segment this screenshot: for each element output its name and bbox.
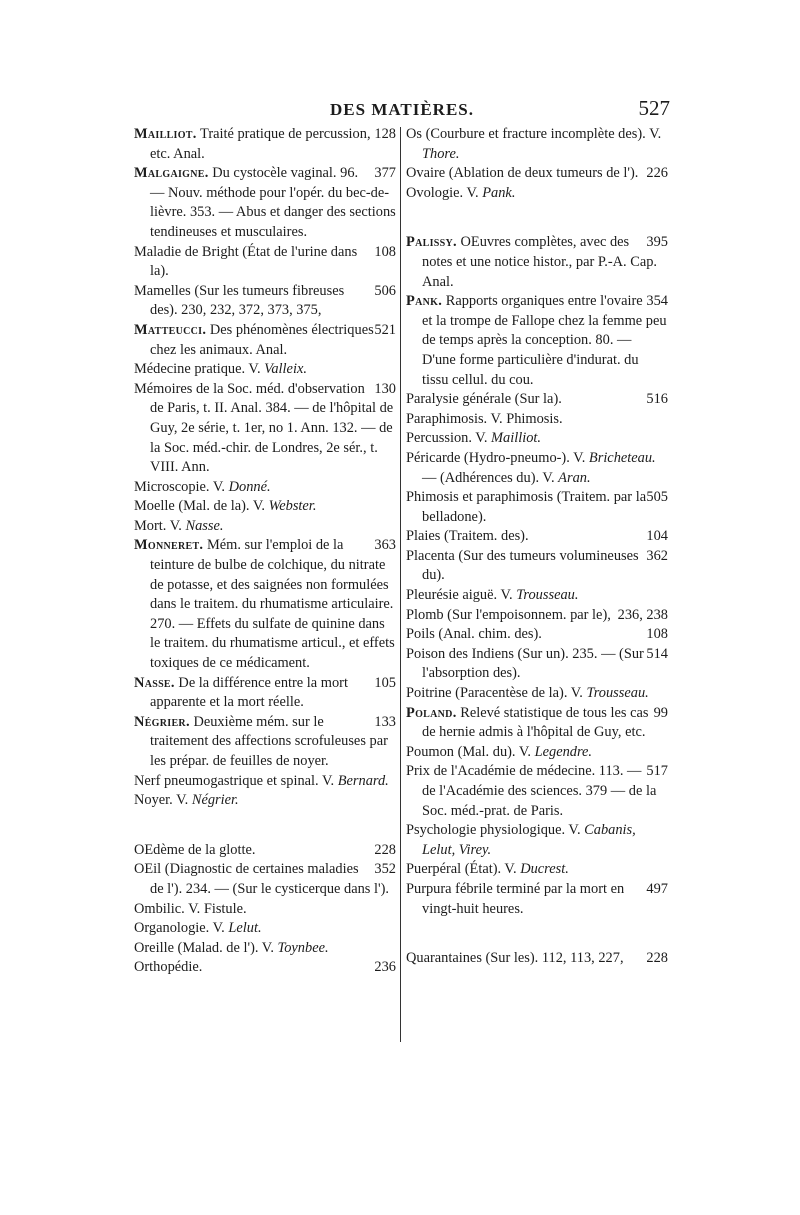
entry-page-ref: 354 [646, 293, 668, 310]
entry-text: Poils (Anal. chim. des). [406, 626, 542, 643]
entry-page-ref: 236, 238 [617, 606, 668, 623]
entry-text: Microscopie. V. [134, 478, 226, 495]
entry-page-ref: 133 [374, 713, 396, 730]
entry-text: Moelle (Mal. de la). V. [134, 498, 265, 515]
entry-crossref: Ducrest. [520, 861, 569, 878]
index-entry [406, 949, 668, 969]
entry-crossref: Trousseau. [586, 685, 649, 702]
entry-crossref: Pank. [482, 184, 516, 201]
index-entry [406, 449, 668, 488]
entry-author: Pank. [406, 293, 443, 310]
index-entry [134, 517, 396, 537]
entry-page-ref: 395 [646, 234, 668, 251]
entry-text: Traité pratique de percussion, etc. Anal. [150, 126, 371, 162]
entry-author: Monneret. [134, 537, 204, 554]
entry-text: Mémoires de la Soc. méd. d'observation de Paris, t. II. Anal. 384. — de l'hôpital de Guy, 2e série, t. 1er, no 1. Ann. 132. — de la Soc. méd.-chir. de Londres, 2e sér., t. VIII. Ann. [134, 380, 394, 476]
entry-author: Nasse. [134, 674, 175, 691]
entry-author: Palissy. [406, 234, 457, 251]
index-entry [406, 704, 668, 743]
index-entry [134, 772, 396, 792]
entry-crossref: Legendre. [534, 743, 593, 760]
entry-page-ref: 521 [374, 321, 396, 338]
index-entry [134, 841, 396, 861]
index-entry [406, 762, 668, 821]
entry-text: Percussion. V. [406, 430, 488, 447]
entry-text: Oreille (Malad. de l'). V. [134, 939, 274, 956]
entry-page-ref: 105 [374, 674, 396, 691]
entry-page-ref: 377 [374, 165, 396, 182]
index-entry [134, 791, 396, 811]
index-entry [134, 243, 396, 282]
entry-text: Pleurésie aiguë. V. [406, 587, 513, 604]
entry-text: Des phénomènes électriques chez les animaux. Anal. [150, 321, 374, 358]
section-gap [134, 811, 396, 841]
entry-crossref: Donné. [228, 478, 271, 495]
entry-author: Négrier. [134, 713, 190, 730]
entry-author: Mailliot. [134, 126, 197, 142]
entry-page-ref: 363 [374, 537, 396, 554]
section-gap [406, 203, 668, 233]
entry-text: Paralysie générale (Sur la). [406, 391, 562, 408]
index-entry [134, 282, 396, 321]
index-entry [134, 536, 396, 673]
entry-page-ref: 517 [646, 763, 668, 780]
index-entry [406, 547, 668, 586]
entry-page-ref: 362 [646, 547, 668, 564]
entry-page-ref: 104 [646, 528, 668, 545]
index-entry [406, 684, 668, 704]
entry-text: Organologie. V. [134, 920, 225, 937]
entry-text: Mort. V. [134, 517, 182, 534]
entry-text: Péricarde (Hydro-pneumo-). V. [406, 449, 586, 466]
index-entry [134, 919, 396, 939]
entry-text: Plaies (Traitem. des). [406, 528, 529, 545]
entry-text: Nerf pneumogastrique et spinal. V. [134, 772, 335, 789]
entry-text: Rapports organiques entre l'ovaire et la trompe de Fallope chez la femme peu de temps après la conception. 80. — D'une forme particulière d'indurat. du tissu cellul. du cou. [422, 293, 667, 388]
entry-text: Noyer. V. [134, 792, 189, 809]
index-entry [134, 125, 396, 164]
entry-crossref: Trousseau. [516, 587, 579, 604]
entry-text: Relevé statistique de tous les cas de hernie admis à l'hôpital de Guy, etc. [422, 704, 649, 741]
index-entry [134, 478, 396, 498]
index-entry [406, 625, 668, 645]
entry-text: Médecine pratique. V. [134, 361, 261, 378]
entry-text: Prix de l'Académie de médecine. 113. — de l'Académie des sciences. 379 — de la Soc. méd.-prat. de Paris. [406, 763, 657, 819]
entry-text: Os (Courbure et fracture incomplète des). V. [406, 126, 662, 142]
index-entry [406, 292, 668, 390]
entry-text: Mém. sur l'emploi de la teinture de bulbe de colchique, du nitrate de potasse, et des saignées non formulées dans le traitem. du rhumatisme articulaire. 270. — Effets du sulfate de quinine dans le traitem. du rhumatisme articul., et effets toxiques de ce médicament. [150, 537, 395, 672]
entry-text-continued: — (Adhérences du). V. [422, 469, 555, 486]
entry-text: Plomb (Sur l'empoisonnem. par le), [406, 606, 611, 623]
entry-text: De la différence entre la mort apparente et la mort réelle. [150, 674, 348, 711]
index-entry [406, 164, 668, 184]
entry-text: Puerpéral (État). V. [406, 861, 517, 878]
index-entry [406, 488, 668, 527]
entry-crossref: Toynbee. [277, 939, 329, 956]
index-entry [406, 429, 668, 449]
index-entry [406, 586, 668, 606]
index-entry [134, 380, 396, 478]
index-entry [406, 860, 668, 880]
index-entry [134, 497, 396, 517]
entry-page-ref: 99 [653, 704, 668, 721]
entry-author: Malgaigne. [134, 165, 209, 182]
index-entry [406, 880, 668, 919]
running-title: DES MATIÈRES. [330, 100, 474, 119]
entry-text: OEuvres complètes, avec des notes et une notice histor., par P.-A. Cap. Anal. [422, 234, 658, 290]
entry-text: Purpura fébrile terminé par la mort en vingt-huit heures. [406, 880, 625, 917]
entry-page-ref: 108 [374, 243, 396, 260]
entry-crossref: Webster. [268, 498, 317, 515]
entry-crossref: Aran. [558, 469, 591, 486]
index-entry [134, 958, 396, 978]
entry-text: Poitrine (Paracentèse de la). V. [406, 685, 583, 702]
entry-text: Poison des Indiens (Sur un). 235. — (Sur l'absorption des). [406, 645, 644, 682]
entry-page-ref: 497 [646, 880, 668, 897]
entry-crossref: Lelut. [228, 920, 262, 937]
entry-text: Psychologie physiologique. V. [406, 822, 581, 839]
entry-crossref: Bricheteau. [588, 449, 656, 466]
entry-crossref: Négrier. [191, 792, 239, 809]
index-entry [406, 390, 668, 410]
entry-crossref: Mailliot. [491, 430, 542, 447]
entry-page-ref: 516 [646, 391, 668, 408]
entry-text: Maladie de Bright (État de l'urine dans la). [134, 243, 358, 280]
section-gap [406, 919, 668, 949]
entry-page-ref: 226 [646, 165, 668, 182]
entry-page-ref: 506 [374, 282, 396, 299]
index-entry [406, 527, 668, 547]
index-entry [134, 939, 396, 959]
index-entry [134, 321, 396, 360]
index-entry [134, 360, 396, 380]
entry-text: Orthopédie. [134, 959, 203, 976]
entry-text: Ovaire (Ablation de deux tumeurs de l'). [406, 165, 639, 182]
index-column-right [406, 125, 668, 969]
index-entry [406, 645, 668, 684]
index-entry [134, 713, 396, 772]
entry-author: Poland. [406, 704, 457, 721]
index-entry [134, 164, 396, 242]
entry-text: Paraphimosis. V. Phimosis. [406, 410, 563, 427]
page-header [130, 96, 670, 126]
entry-text: Ombilic. V. Fistule. [134, 900, 247, 917]
index-entry [406, 821, 668, 860]
entry-text: Ovologie. V. [406, 184, 479, 201]
index-entry [406, 184, 668, 204]
index-entry [134, 900, 396, 920]
index-entry [406, 410, 668, 430]
entry-text: Deuxième mém. sur le traitement des affections scrofuleuses par les prépar. de feuilles de noyer. [150, 713, 388, 769]
index-entry [406, 743, 668, 763]
index-entry [134, 860, 396, 899]
entry-text: OEil (Diagnostic de certaines maladies de l'). 234. — (Sur le cysticerque dans l'). [134, 861, 389, 897]
entry-crossref: Cabanis, Lelut, Virey. [422, 822, 636, 858]
entry-text: Placenta (Sur des tumeurs volumineuses du). [406, 547, 639, 584]
entry-text: Du cystocèle vaginal. 96. — Nouv. méthode pour l'opér. du bec-de-lièvre. 353. — Abus et danger des sections tendineuses et musculaires. [150, 165, 396, 240]
entry-crossref: Thore. [422, 145, 460, 162]
entry-page-ref: 352 [374, 861, 396, 878]
entry-page-ref: 236 [374, 959, 396, 976]
entry-page-ref: 108 [646, 626, 668, 643]
entry-page-ref: 514 [646, 645, 668, 662]
entry-crossref: Nasse. [185, 517, 224, 534]
page-number: 527 [638, 96, 670, 120]
entry-crossref: Valleix. [264, 361, 307, 378]
entry-page-ref: 505 [646, 489, 668, 506]
index-column-left [134, 125, 396, 978]
entry-page-ref: 130 [374, 380, 396, 397]
index-entry [406, 606, 668, 626]
entry-text: OEdème de la glotte. [134, 841, 256, 858]
entry-text: Phimosis et paraphimosis (Traitem. par la belladone). [406, 489, 647, 525]
entry-text: Poumon (Mal. du). V. [406, 743, 531, 760]
entry-text: Mamelles (Sur les tumeurs fibreuses des). 230, 232, 372, 373, 375, [134, 282, 345, 319]
entry-crossref: Bernard. [337, 772, 389, 789]
entry-page-ref: 128 [374, 126, 396, 142]
entry-page-ref: 228 [646, 950, 668, 967]
column-divider [400, 127, 401, 1042]
index-entry [406, 125, 668, 164]
entry-page-ref: 228 [374, 841, 396, 858]
index-entry [406, 233, 668, 292]
index-entry [134, 674, 396, 713]
entry-text: Quarantaines (Sur les). 112, 113, 227, [406, 950, 624, 967]
entry-author: Matteucci. [134, 321, 207, 338]
